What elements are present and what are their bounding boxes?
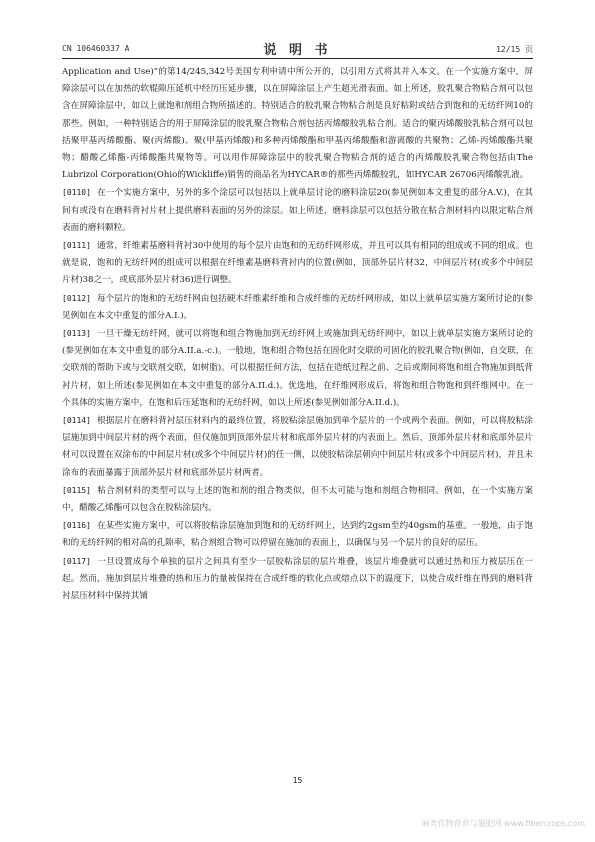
paragraph-text: 在一个实施方案中，另外的多个涂层可以包括以上就单层讨论的磨料涂层20(参见例如本文重复的部分A.V.)，在其间有或没有在磨料背衬片材上提供磨料表面的另外的涂层。如上所述，磨料涂层可以包括分散在粘合剂材料内以限定粘合剂表面的磨料颗粒。 xyxy=(62,188,533,233)
paragraph-text: 根据层片在磨料背衬层压材料内的最终位置，将胶粘涂层施加到单个层片的一个或两个表面。例如，可以将胶粘涂层施加到中间层片材的两个表面，但仅施加到顶部外层片材和底部外层片材的内表面上。然后，顶部外层片材和底部外层片材可以设置在双涂布的中间层片材(或多个中间层片材)的任一侧，以使胶粘涂层朝向中间层片材(或多个中间层片材)，并且未涂布的表面暴露于顶部外层片材和底部外层片材两者。 xyxy=(62,416,533,478)
page-number: 15 xyxy=(292,776,303,785)
paragraph-0116 xyxy=(62,517,533,552)
paragraph-number: [0116] xyxy=(62,521,91,531)
paragraph-number: [0112] xyxy=(62,293,91,303)
site-watermark: 麻类作物营养与施肥网 www.fibercrops.com xyxy=(421,819,585,828)
paragraph-number: [0114] xyxy=(62,416,91,426)
paragraph-number: [0110] xyxy=(62,188,91,198)
document-body xyxy=(62,64,533,605)
paragraph-0111 xyxy=(62,237,533,290)
paragraph-text: 粘合剂材料的类型可以与上述的饱和剂的组合物类似，但不太可能与饱和剂组合物相同。例如，在一个实施方案中，醋酸乙烯酯可以包含在胶粘涂层内。 xyxy=(62,485,533,514)
document-title: 说 明 书 xyxy=(263,43,332,58)
paragraph-text: 一旦干燥无纺纤网，就可以将饱和组合物施加到无纺纤网上或施加到无纺纤网中，如以上就单层实施方案所讨论的(参见例如在本文中重复的部分A.II.a.-c.)。一般地，饱和组合物包括在固化时交联的可固化的胶乳聚合物(例如，自交联，在交联剂的帮助下或与交联剂交联，如树脂)。可以根据任何方法，包括在造纸过程之前、之后或期间将饱和组合物施加到纸背衬片材，如上所述(参见例如在本文中重复的部分A.II.d.)。优选地，在纤维网形成后，将饱和组合物饱和到纤维网中。在一个具体的实施方案中，在饱和后压延饱和的无纺纤网，如以上所述(参见例如部分A.II.d.)。 xyxy=(62,329,533,408)
paragraph-0110 xyxy=(62,184,533,237)
paragraph-text: Application and Use)”的第14/245,342号美国专利申请中所公开的，以引用方式将其并入本文。在一个实施方案中，屏障涂层可以在加热的软辊隙压延机中经历压延步骤，以在屏障涂层上产生超光滑表面。如上所述，胶乳聚合物粘合剂可以包含在屏障涂层中，如以上就饱和剂组合物所描述的。特别适合的胶乳聚合物粘合剂是良好粘附或结合到饱和的无纺纤网10的那些。例如，一种特别适合的用于屏障涂层的胶乳聚合物粘合剂包括丙烯酸胶乳粘合剂。适合的聚丙烯酸胶乳粘合剂可以包括聚甲基丙烯酸酯、聚(丙烯酸)、聚(甲基丙烯酸)和多种丙烯酸酯和甲基丙烯酸酯和游离酸的共聚物；乙烯-丙烯酸酯共聚物；醋酸乙烯酯-丙烯酸酯共聚物等。可以用作屏障涂层中的胶乳聚合物粘合剂的适合的丙烯酸胶乳聚合物包括由The Lubrizol Corporation(Ohio的Wickliffe)销售的商品名为HYCAR®的那些丙烯酸胶乳，如HYCAR 26706丙烯酸乳液。 xyxy=(62,67,533,181)
paragraph-text: 一旦设置成每个单独的层片之间具有至少一层胶粘涂层的层片堆叠，该层片堆叠就可以通过热和压力被层压在一起。然而，施加到层片堆叠的热和压力的量被保持在合成纤维的软化点或熔点以下的温度下，以使合成纤维在得到的磨料背衬层压材料中保持其铺 xyxy=(62,556,533,602)
paragraph-0 xyxy=(62,64,533,184)
patent-number: CN 106460337 A xyxy=(62,44,130,53)
page-counter: 12/15 页 xyxy=(496,45,533,54)
paragraph-text: 在某些实施方案中，可以将胶粘涂层施加到饱和的无纺纤网上，达到约2gsm至约40gsm的基重。一般地，由于饱和的无纺纤网的相对高的孔隙率，粘合剂组合物可以停留在施加的表面上，以确保与另一个层片的良好的层压。 xyxy=(62,521,533,549)
paragraph-0114 xyxy=(62,412,533,482)
paragraph-0115 xyxy=(62,482,533,517)
paragraph-text: 每个层片的饱和的无纺纤网由包括硬木纤维素纤维和合成纤维的无纺纤网形成，如以上就单层实施方案所讨论的(参见例如在本文中重复的部分A.I.)。 xyxy=(62,293,533,321)
header-rule xyxy=(62,58,533,59)
paragraph-number: [0113] xyxy=(62,329,91,339)
paragraph-0113 xyxy=(62,325,533,412)
paragraph-number: [0115] xyxy=(62,485,91,495)
page-header xyxy=(62,38,533,58)
paragraph-text: 通常，纤维素基磨料背衬30中使用的每个层片由饱和的无纺纤网形成，并且可以具有相同的组成或不同的组成。也就是说，饱和的无纺纤网的组成可以根据在纤维素基磨料背衬内的位置(例如，顶部外层片材32，中间层片材(或多个中间层片材)38之一，或底部外层片材36)进行调整。 xyxy=(62,241,533,286)
paragraph-number: [0111] xyxy=(62,241,91,251)
paragraph-number: [0117] xyxy=(62,556,91,566)
paragraph-0112 xyxy=(62,290,533,325)
paragraph-0117 xyxy=(62,553,533,606)
